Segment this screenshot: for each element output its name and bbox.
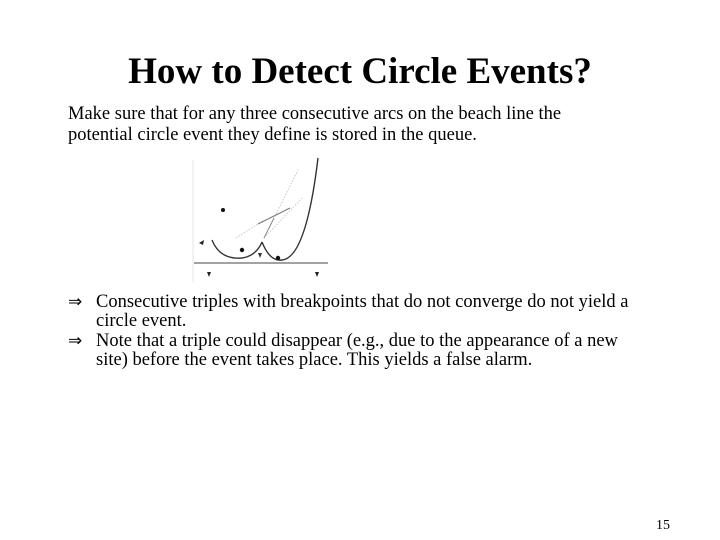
bullet-item bbox=[68, 293, 688, 331]
intro-line: potential circle event they define is stored in the queue. bbox=[68, 125, 477, 145]
beach-line-arc bbox=[262, 158, 318, 260]
beach-line-diagram bbox=[190, 150, 340, 288]
beach-line-arc bbox=[212, 240, 262, 258]
arc-marker bbox=[199, 240, 204, 245]
intro-paragraph bbox=[68, 104, 688, 146]
implies-arrow-icon: ⇒ bbox=[68, 292, 83, 312]
bullet-list bbox=[68, 293, 688, 371]
intro-line: Make sure that for any three consecutive arcs on the beach line the bbox=[68, 104, 562, 124]
implies-arrow-icon: ⇒ bbox=[68, 331, 83, 351]
site-point bbox=[221, 208, 225, 212]
arc-marker bbox=[258, 253, 262, 258]
page-number: 15 bbox=[656, 518, 670, 533]
bullet-line: Consecutive triples with breakpoints that do not converge do not yield a bbox=[96, 292, 629, 312]
sweep-tick bbox=[207, 272, 211, 277]
bullet-line: site) before the event takes place. This yields a false alarm. bbox=[96, 350, 533, 370]
sweep-tick bbox=[315, 272, 319, 277]
bullet-line: circle event. bbox=[96, 311, 187, 331]
bullet-line: Note that a triple could disappear (e.g., due to the appearance of a new bbox=[96, 331, 618, 351]
bisector-line bbox=[264, 218, 274, 238]
site-point bbox=[276, 256, 280, 260]
bullet-item bbox=[68, 332, 688, 370]
site-point bbox=[240, 248, 244, 252]
slide-title: How to Detect Circle Events? bbox=[128, 51, 592, 92]
